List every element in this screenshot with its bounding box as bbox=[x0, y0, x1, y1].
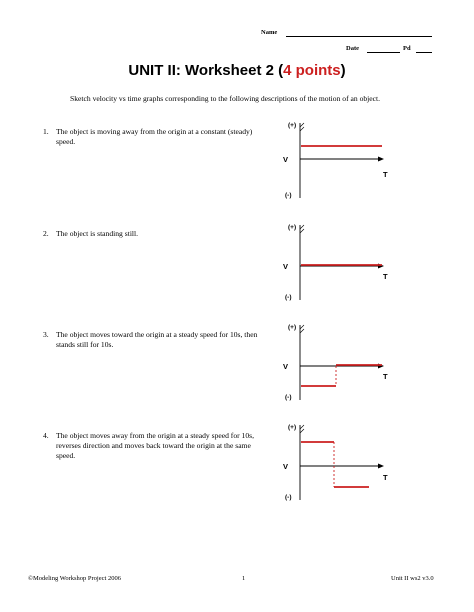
date-label: Date bbox=[346, 45, 359, 52]
graph-2-hatch-top bbox=[300, 225, 304, 233]
graph-1-plus-label: (+) bbox=[288, 122, 297, 129]
pd-label: Pd bbox=[403, 45, 411, 52]
graph-3-plus-label: (+) bbox=[288, 324, 297, 331]
graph-1-arrow-icon bbox=[378, 157, 384, 162]
graph-3 bbox=[278, 320, 398, 405]
graph-4-minus-label: (-) bbox=[285, 494, 292, 501]
question-2-text: The object is standing still. bbox=[56, 229, 139, 238]
graph-1 bbox=[278, 118, 398, 203]
graph-2-minus-label: (-) bbox=[285, 294, 292, 301]
graph-3-minus-label: (-) bbox=[285, 394, 292, 401]
title-main: UNIT II: Worksheet 2 ( bbox=[128, 62, 284, 79]
name-blank[interactable] bbox=[286, 36, 432, 37]
graph-3-v-label: V bbox=[283, 362, 289, 371]
graph-4-hatch-top bbox=[300, 425, 304, 433]
pd-blank[interactable] bbox=[416, 52, 432, 53]
graph-4-v-label: V bbox=[283, 462, 289, 471]
footer-version: Unit II ws2 v3.0 bbox=[391, 575, 434, 582]
graph-1-hatch-top bbox=[300, 123, 304, 131]
graph-2-plus-label: (+) bbox=[288, 224, 297, 231]
footer-copyright: ©Modeling Workshop Project 2006 bbox=[28, 575, 121, 582]
name-label: Name bbox=[261, 29, 278, 36]
graph-4-arrow-icon bbox=[378, 464, 384, 469]
question-3-number: 3. bbox=[43, 330, 49, 339]
graph-2-v-label: V bbox=[283, 262, 289, 271]
question-4-text: The object moves away from the origin at a steady speed for 10s, reverses direction and moves back toward the origin at the same speed. bbox=[56, 431, 255, 460]
graph-3-hatch-top bbox=[300, 325, 304, 333]
graph-3-t-label: T bbox=[383, 372, 388, 381]
page-title bbox=[0, 62, 474, 79]
graph-4-t-label: T bbox=[383, 473, 388, 482]
date-blank[interactable] bbox=[367, 52, 400, 53]
graph-4-plus-label: (+) bbox=[288, 424, 297, 431]
graph-2 bbox=[278, 220, 398, 305]
graph-4 bbox=[278, 420, 398, 505]
graph-1-v-label: V bbox=[283, 155, 289, 164]
question-1-number: 1. bbox=[43, 127, 49, 136]
footer-page-number: 1 bbox=[242, 575, 246, 582]
question-4-number: 4. bbox=[43, 431, 49, 440]
graph-1-minus-label: (-) bbox=[285, 192, 292, 199]
graph-1-t-label: T bbox=[383, 170, 388, 179]
question-3-text: The object moves toward the origin at a steady speed for 10s, then stands still for 10s. bbox=[56, 330, 258, 349]
instructions: Sketch velocity vs time graphs corresponding to the following descriptions of the motion of an object. bbox=[70, 94, 381, 103]
title-close: ) bbox=[340, 62, 346, 79]
title-points: 4 points bbox=[283, 62, 341, 79]
question-2-number: 2. bbox=[43, 229, 49, 238]
question-1-text: The object is moving away from the origin at a constant (steady) speed. bbox=[56, 127, 253, 146]
graph-2-t-label: T bbox=[383, 272, 388, 281]
